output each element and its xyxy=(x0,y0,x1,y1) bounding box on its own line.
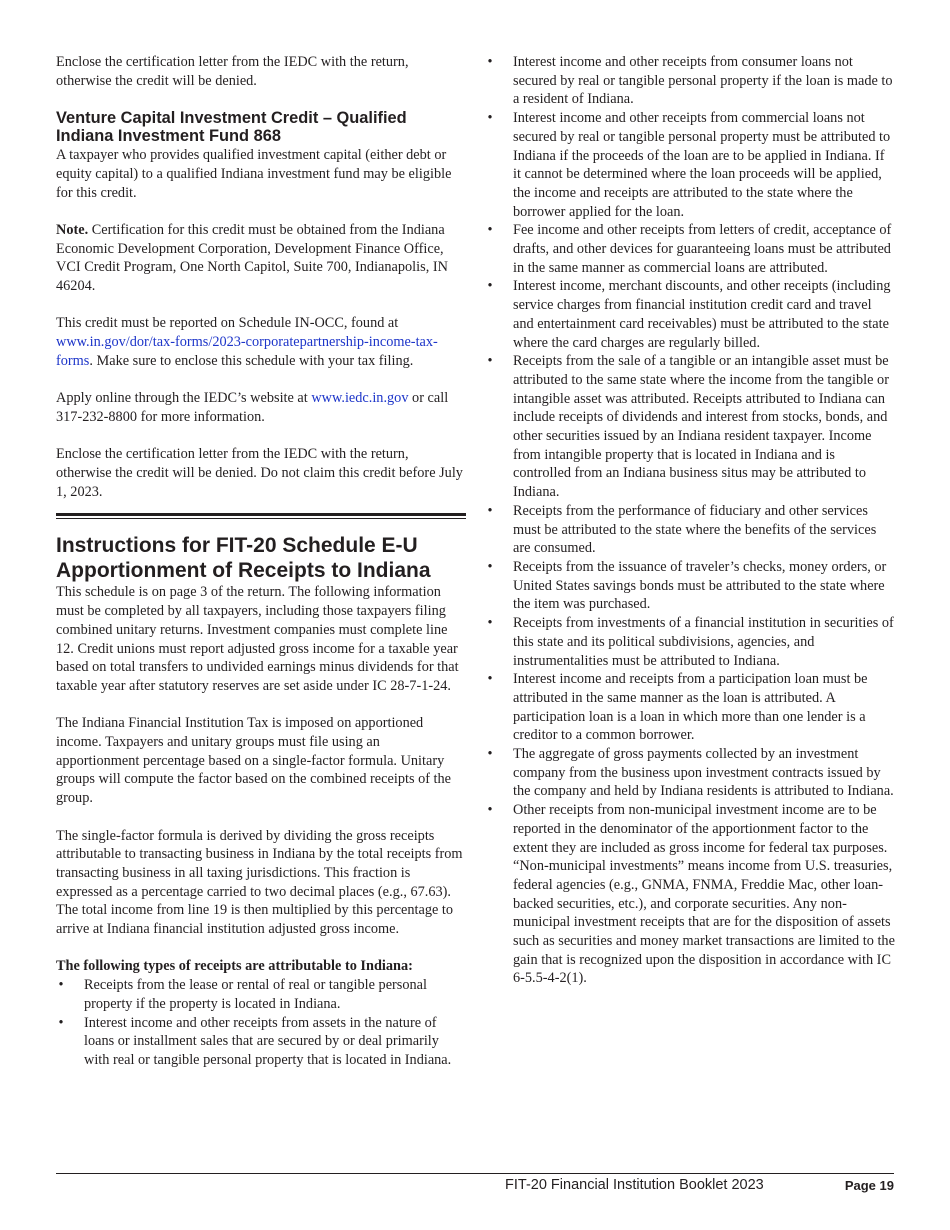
section-divider xyxy=(56,513,466,519)
note-label: Note. xyxy=(56,221,89,238)
list-item xyxy=(485,109,895,221)
list-item xyxy=(56,976,466,1013)
bullet-icon: • xyxy=(487,54,493,70)
venture-capital-heading: Venture Capital Investment Credit – Qualified Indiana Investment Fund 868 xyxy=(56,109,407,146)
bullet-icon: • xyxy=(487,615,493,632)
list-item-text: Receipts from the sale of a tangible or an intangible asset must be attributed to the same state where the income from the tangible or intangible asset was attributed. Receipts attributed to Indiana can include receipts of dividends and interest from stocks, bonds, and other securities issued by an Indiana resident taxpayer. Income from intangible property that is located in Indiana and is controlled from an Indiana business situs may be attributed to Indiana. xyxy=(513,353,889,501)
bullet-icon: • xyxy=(487,502,493,519)
list-item xyxy=(485,352,895,502)
venture-paragraph-4 xyxy=(56,389,466,426)
list-item-text: Interest income and other receipts from consumer loans not secured by real or tangible personal property if the loan is made to a resident of Indiana. xyxy=(513,54,893,108)
venture-capital-section xyxy=(56,109,466,501)
right-column xyxy=(485,53,895,988)
schedule-paragraph-1: This schedule is on page 3 of the return. The following information must be completed by all taxpayers, including those taxpayers filing combined unitary returns. Investment companies must complete line 12. Credit unions must report adjusted gross income for a taxable year based on total transfers to undivided earnings minus dividends for that taxable year after statutory reserves are set aside under IC 28-7-1-24. xyxy=(56,584,459,694)
apply-online-text-end: or call 317-232-8800 for more information. xyxy=(56,390,449,425)
receipts-list-heading: The following types of receipts are attributable to Indiana: xyxy=(56,958,413,975)
list-item-text: Interest income and receipts from a participation loan must be attributed in the same manner as the loan is attributed. A participation loan is a loan in which more than one lender is a creditor to a common borrower. xyxy=(513,671,868,744)
list-item-text: Receipts from investments of a financial institution in securities of this state and its political subdivisions, agencies, and instrumentalities must be attributed to Indiana. xyxy=(513,615,894,669)
list-item xyxy=(485,502,895,558)
list-item xyxy=(56,1014,466,1070)
iedc-website-link[interactable]: www.iedc.in.gov xyxy=(311,390,409,407)
list-item xyxy=(485,277,895,352)
schedule-paragraph-2: The Indiana Financial Institution Tax is imposed on apportioned income. Taxpayers and unitary groups must file using an apportionment percentage based on a single-factor formula. Unitary groups will compute the factor based on the combined receipts of the group. xyxy=(56,715,452,807)
tax-forms-link[interactable]: www.in.gov/dor/tax-forms/2023-corporatepartnership-income-tax-forms xyxy=(56,334,438,369)
bullet-icon: • xyxy=(487,802,493,819)
left-bullet-list xyxy=(56,976,466,1070)
left-column xyxy=(56,53,466,1070)
venture-paragraph-3 xyxy=(56,314,466,370)
venture-paragraph-1: A taxpayer who provides qualified investment capital (either debt or equity capital) to a qualified Indiana investment fund may be eligible for this credit. xyxy=(56,147,452,201)
right-bullet-list xyxy=(485,53,895,988)
list-item-text: Receipts from the issuance of traveler’s checks, money orders, or United States savings bonds must be attributed to the state where the item was purchased. xyxy=(513,558,887,613)
list-item-text: Interest income and other receipts from commercial loans not secured by real or tangible personal property must be attributed to Indiana if the proceeds of the loan are to be applied in Indiana. If it cannot be determined where the loan proceeds will be applied, the income and receipts are attributed to the state where the borrower applied for the loan. xyxy=(513,110,891,220)
schedule-occ-text: This credit must be reported on Schedule IN-OCC, found at xyxy=(56,315,399,332)
divider-thin-line xyxy=(56,518,466,519)
list-item-text: Fee income and other receipts from letters of credit, acceptance of drafts, and other devices for guaranteeing loans must be attributed in the same manner as commercial loans are attributed. xyxy=(513,222,892,276)
bullet-icon: • xyxy=(487,746,493,763)
bullet-icon: • xyxy=(487,222,493,239)
footer-booklet-title: FIT-20 Financial Institution Booklet 2023 xyxy=(505,1177,764,1193)
schedule-eu-section xyxy=(56,533,466,1069)
list-item xyxy=(485,221,895,277)
list-item-text: Other receipts from non-municipal investment income are to be reported in the denominator of the apportionment factor to the extent they are included as gross income for federal tax purposes. “Non-municipal investments” means income from U.S. treasuries, federal agencies (e.g., GNMA, FNMA, Freddie Mac, other loan-backed securities, etc.), and corporate securities. Any non-municipal investment receipts that are for the disposition of assets such as securities and money market transactions are limited to the gain that is recognized upon the disposition in accordance with IC 6-5.5-4-2(1). xyxy=(513,802,895,987)
venture-note-paragraph xyxy=(56,221,466,296)
list-item xyxy=(485,801,895,988)
bullet-icon: • xyxy=(58,1014,64,1031)
list-item xyxy=(485,745,895,801)
intro-paragraph: Enclose the certification letter from the IEDC with the return, otherwise the credit will be denied. xyxy=(56,54,409,89)
schedule-eu-heading: Instructions for FIT-20 Schedule E-U Apportionment of Receipts to Indiana xyxy=(56,534,431,583)
bullet-icon: • xyxy=(487,278,493,295)
list-item-text: Receipts from the lease or rental of real or tangible personal property if the property is located in Indiana. xyxy=(84,977,427,1012)
list-item xyxy=(485,558,895,614)
bullet-icon: • xyxy=(487,353,493,370)
list-item xyxy=(485,670,895,745)
list-item-text: Interest income and other receipts from assets in the nature of loans or installment sales that are secured by or deal primarily with real or tangible personal property that is located in Indiana. xyxy=(84,1014,452,1068)
list-item xyxy=(485,53,895,109)
footer-rule xyxy=(56,1173,894,1174)
bullet-icon: • xyxy=(487,110,493,127)
apply-online-text: Apply online through the IEDC’s website at xyxy=(56,390,312,407)
list-item xyxy=(485,614,895,670)
note-text: Certification for this credit must be obtained from the Indiana Economic Development Corporation, Development Finance Office, VCI Credit Program, One North Capitol, Suite 700, Indianapolis, IN 46204. xyxy=(56,221,448,294)
divider-thick-line xyxy=(56,513,466,516)
schedule-occ-text-end: . Make sure to enclose this schedule with your tax filing. xyxy=(89,352,414,369)
list-item-text: Interest income, merchant discounts, and other receipts (including service charges from financial institution credit card and travel and entertainment card receivables) must be attributed to the state where the card charges are regularly billed. xyxy=(513,278,891,351)
footer-page-number: Page 19 xyxy=(844,1178,894,1193)
schedule-paragraph-3: The single-factor formula is derived by dividing the gross receipts attributable to transacting business in Indiana by the total receipts from transacting business in all taxing jurisdictions. This fraction is expressed as a percentage carried to two decimal places (e.g., 67.63). The total income from line 19 is then multiplied by this percentage to arrive at Indiana financial institution adjusted gross income. xyxy=(56,827,463,938)
list-item-text: Receipts from the performance of fiduciary and other services must be attributed to the state where the benefits of the services are consumed. xyxy=(513,502,877,557)
bullet-icon: • xyxy=(487,671,493,688)
venture-paragraph-5: Enclose the certification letter from the IEDC with the return, otherwise the credit will be denied. Do not claim this credit before July 1, 2023. xyxy=(56,446,463,500)
bullet-icon: • xyxy=(58,977,64,994)
bullet-icon: • xyxy=(487,558,493,575)
list-item-text: The aggregate of gross payments collected by an investment company from the business upon investment contracts issued by the company and held by Indiana residents is attributed to Indiana. xyxy=(513,746,894,800)
